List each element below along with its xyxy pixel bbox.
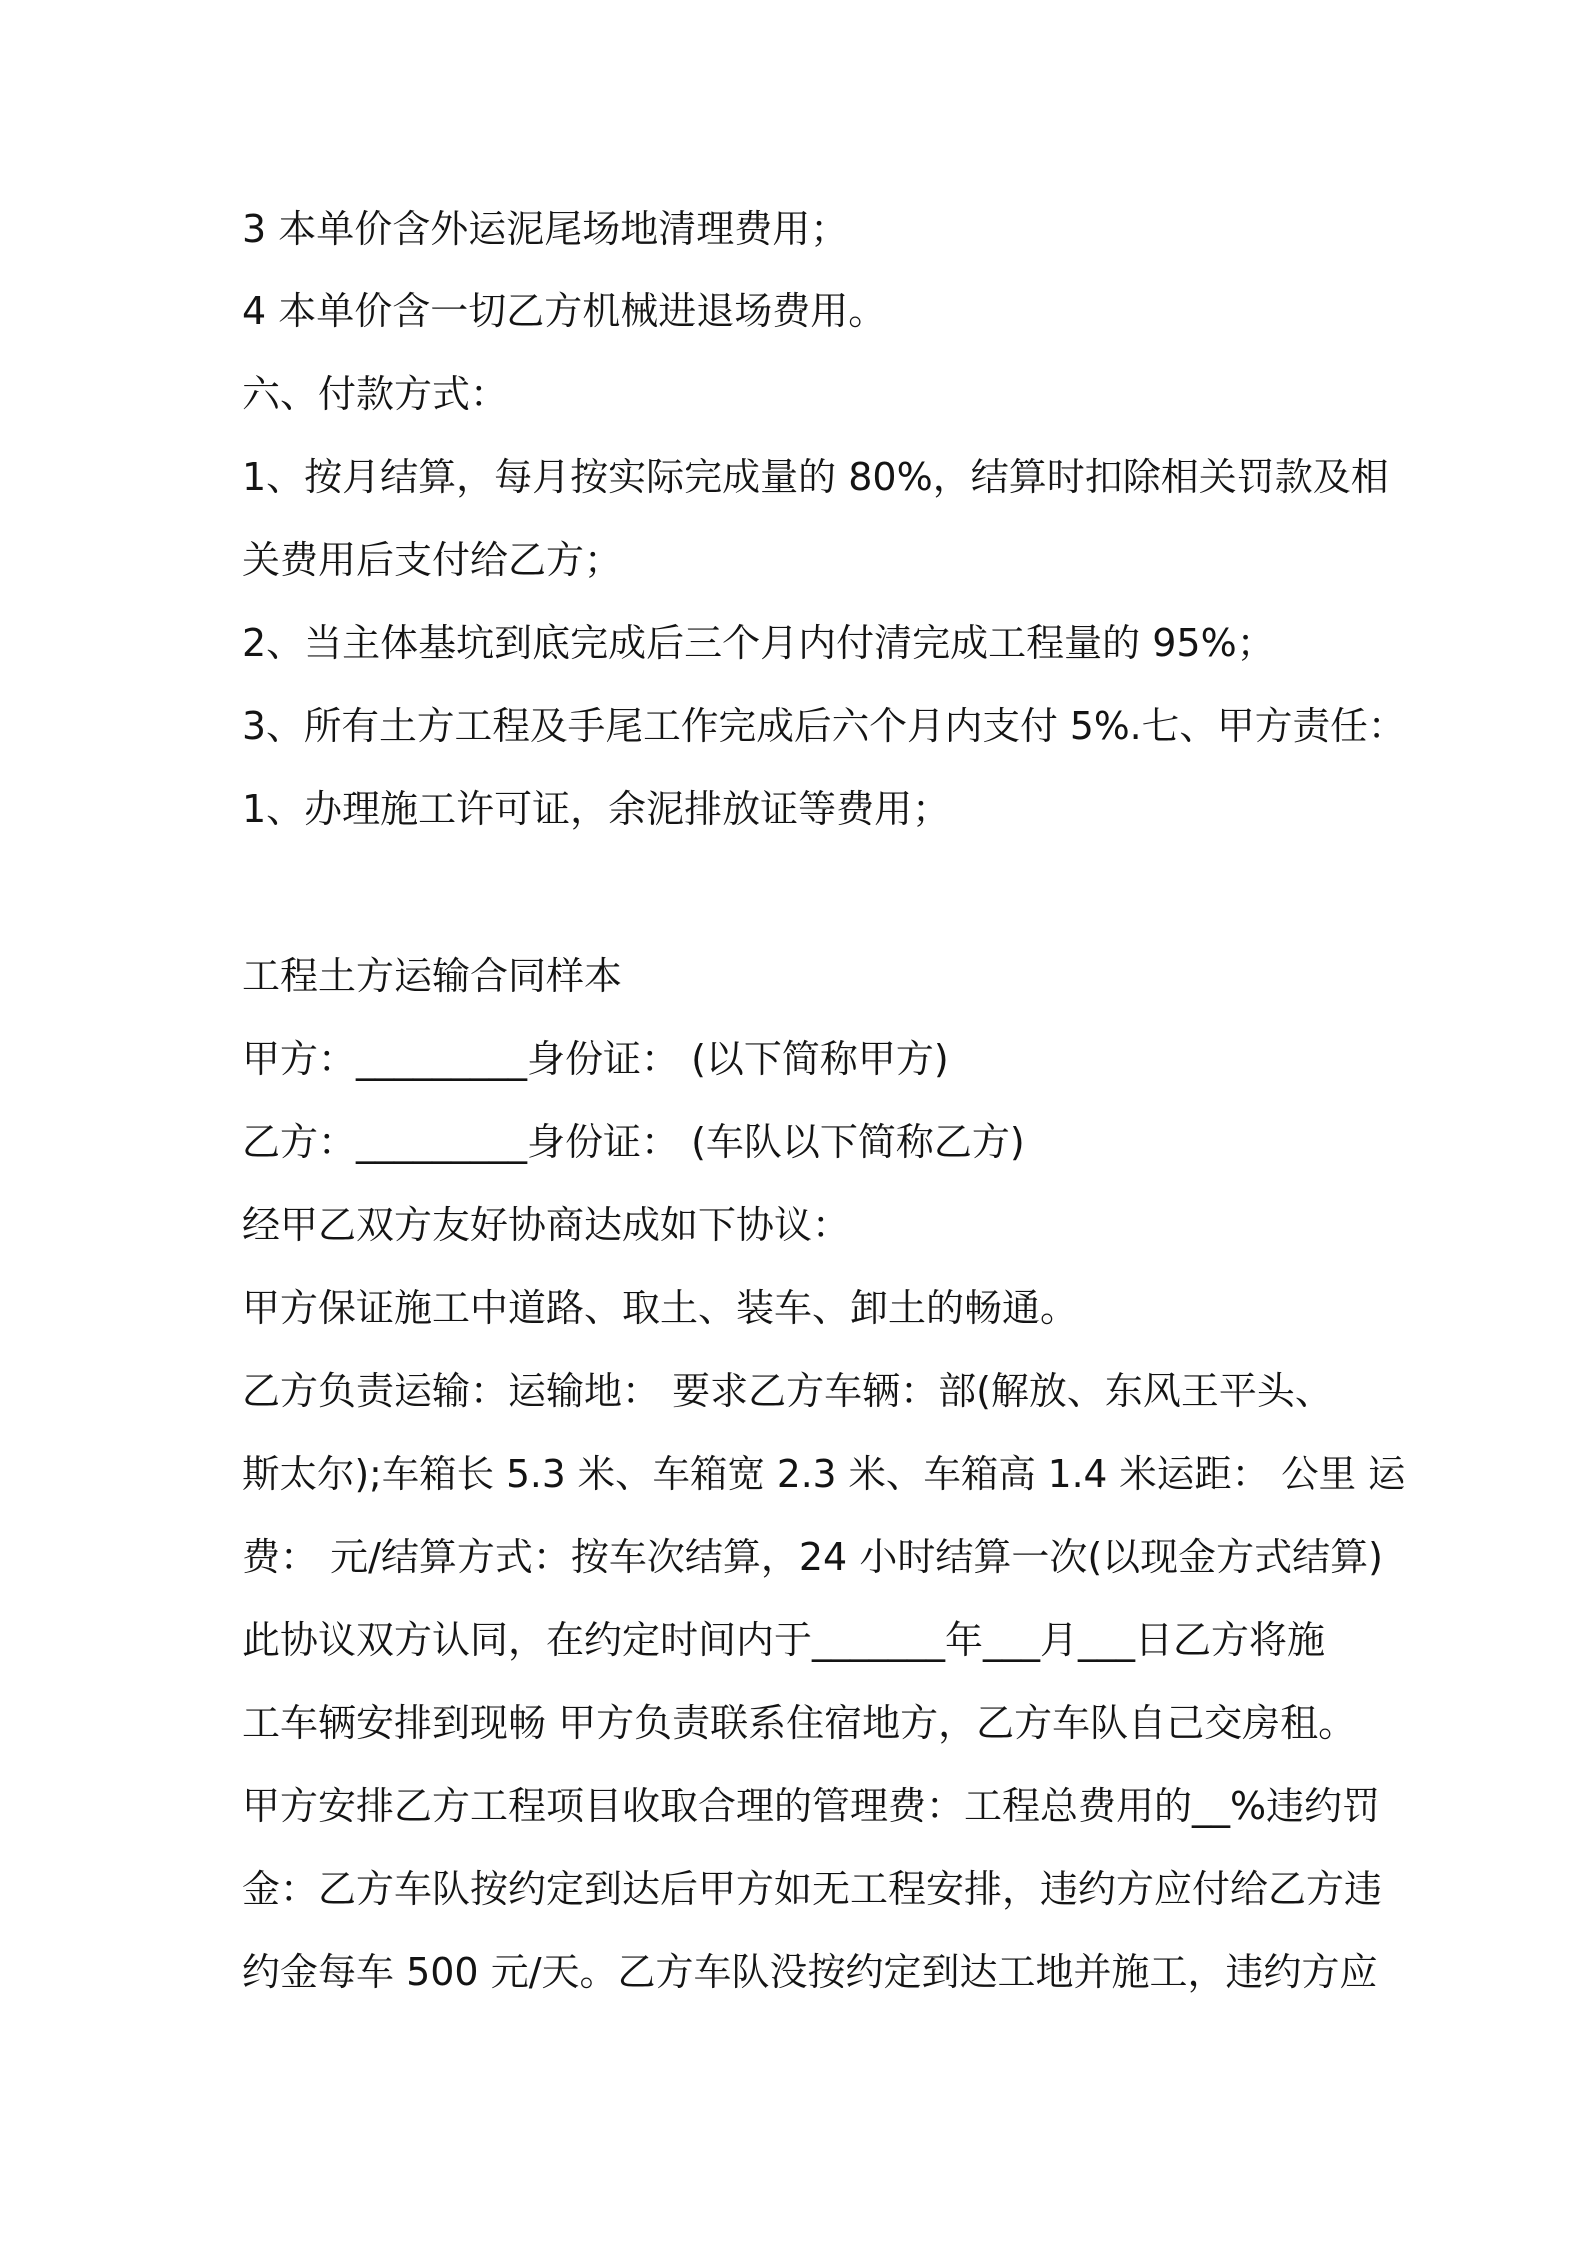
contract-line-9: 工车辆安排到现畅 甲方负责联系住宿地方，乙方车队自己交房租。 — [242, 1701, 1357, 1745]
contract-line-10: 甲方安排乙方工程项目收取合理的管理费：工程总费用的__%违约罚 — [242, 1784, 1381, 1828]
contract-line-8: 此协议双方认同，在约定时间内于_______年___月___日乙方将施 — [242, 1618, 1326, 1662]
text-line-5: 关费用后支付给乙方； — [242, 538, 623, 582]
contract-line-3: 经甲乙双方友好协商达成如下协议： — [242, 1203, 851, 1247]
contract-line-5: 乙方负责运输：运输地： 要求乙方车辆：部(解放、东风王平头、 — [242, 1369, 1333, 1413]
contract-line-7: 费： 元/结算方式：按车次结算，24 小时结算一次(以现金方式结算) — [242, 1535, 1383, 1579]
text-line-1: 3 本单价含外运泥尾场地清理费用； — [242, 207, 849, 251]
text-line-2: 4 本单价含一切乙方机械进退场费用。 — [242, 289, 887, 333]
contract-line-6: 斯太尔);车箱长 5.3 米、车箱宽 2.3 米、车箱高 1.4 米运距： 公里 运 — [242, 1452, 1406, 1496]
party-b-line: 乙方：_________身份证： (车队以下简称乙方) — [242, 1120, 1025, 1164]
text-line-7: 3、所有土方工程及手尾工作完成后六个月内支付 5%.七、甲方责任： — [242, 704, 1406, 748]
text-line-8: 1、办理施工许可证，余泥排放证等费用； — [242, 787, 951, 831]
contract-line-4: 甲方保证施工中道路、取土、装车、卸土的畅通。 — [242, 1286, 1079, 1330]
contract-title: 工程土方运输合同样本 — [242, 954, 623, 998]
contract-line-11: 金：乙方车队按约定到达后甲方如无工程安排，违约方应付给乙方违 — [242, 1867, 1383, 1911]
contract-line-12: 约金每车 500 元/天。乙方车队没按约定到达工地并施工，违约方应 — [242, 1950, 1378, 1994]
section-heading-payment: 六、付款方式： — [242, 372, 509, 416]
party-a-line: 甲方：_________身份证： (以下简称甲方) — [242, 1037, 949, 1081]
text-line-6: 2、当主体基坑到底完成后三个月内付清完成工程量的 95%； — [242, 621, 1275, 665]
text-line-4: 1、按月结算，每月按实际完成量的 80%，结算时扣除相关罚款及相 — [242, 455, 1389, 499]
